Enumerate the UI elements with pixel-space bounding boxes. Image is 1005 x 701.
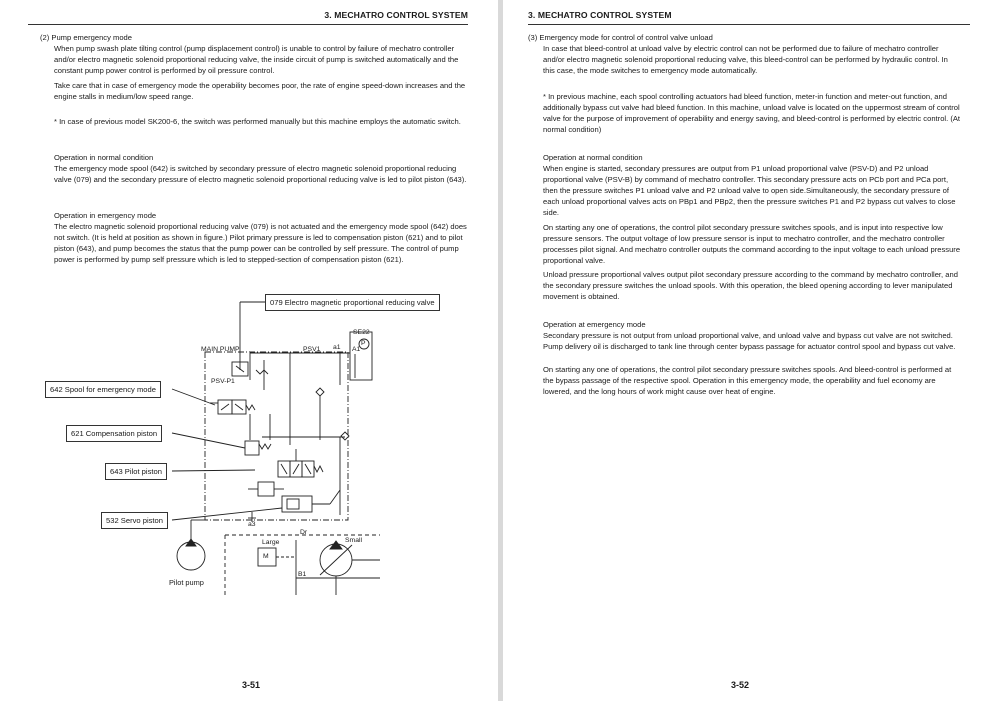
label-main-pump: MAIN PUMP (201, 346, 240, 353)
left-normal-text: The emergency mode spool (642) is switched by secondary pressure of electro magnetic solenoid proportional reducing valve (079) and the secondary pressure of electro magnetic solenoid proportional reducing valve is led to pilot piston (643). (54, 164, 467, 185)
right-page-number: 3-52 (731, 680, 750, 690)
right-normal-heading: Operation at normal condition (543, 153, 643, 162)
label-small: Small (345, 537, 362, 544)
label-motor: M (263, 553, 269, 560)
right-emergency-p1: Secondary pressure is not output from unload proportional valve, and unload valve and bypass cut valve are not switched. Pump delivery oil is discharged to tank line through center bypass passage for actuator control spool and bypass cut valve. (543, 331, 956, 352)
right-normal-p3: Unload pressure proportional valves output pilot secondary pressure according to the command by mechatro controller, and the secondary pressure switches the unload spools. With this operation, the bleed opening according to lever manipulated movement is obtained. (543, 270, 958, 302)
label-psv1: PSV1 (303, 346, 321, 353)
callout-643: 643 Pilot piston (105, 463, 167, 480)
callout-079: 079 Electro magnetic proportional reducing valve (265, 294, 440, 311)
label-a1: a1 (333, 344, 341, 351)
left-page (0, 0, 498, 701)
right-note: * In previous machine, each spool controlling actuators had bleed function, meter-in function and meter-out function, and additionally bypass cut valve had bleed function. In this machine, unload valve is located on the uppermost stream of control valve for the purpose of improvement of operability and energy saving, and bleed-control is performed by electric control. (At normal condition) (543, 92, 961, 135)
left-emergency-heading: Operation in emergency mode (54, 211, 157, 220)
left-emergency-text: The electro magnetic solenoid proportional reducing valve (079) is not actuated and the emergency mode spool (642) does not switch. (It is held at position as shown in figure.) Pilot primary pressure is led to compensation piston (621) and to pilot piston (643), and pump becomes the status that the pump power can be controlled by self pressure. The control of pump power is performed by pump self pressure which is led to stepped-section of compensation piston (621). (54, 222, 467, 265)
left-page-number: 3-51 (242, 680, 261, 690)
right-header: 3. MECHATRO CONTROL SYSTEM (528, 10, 672, 20)
hydraulic-circuit-diagram (0, 0, 498, 701)
label-pilot-pump: Pilot pump (169, 578, 204, 587)
label-large: Large (262, 539, 280, 546)
label-se22: SE22 (353, 329, 370, 336)
callout-532: 532 Servo piston (101, 512, 168, 529)
right-emergency-heading: Operation at emergency mode (543, 320, 646, 329)
label-a3: a3 (248, 521, 256, 528)
right-normal-p2: On starting any one of operations, the control pilot secondary pressure switches spools, and is input into respective low pressure sensors. The output voltage of low pressure sensor is input to mechatro controller, and the mechatro controller processes pilot signal. And mechatro controller outputs the command according to the input voltage to each unload pressure proportional valve. (543, 223, 961, 266)
left-caution: Take care that in case of emergency mode the operability becomes poor, the rate of engine speed-down increases and the engine stalls in medium/low speed range. (54, 81, 466, 102)
left-note: * In case of previous model SK200-6, the switch was performed manually but this machine employs the automatic switch. (54, 117, 461, 126)
label-b1: B1 (298, 571, 307, 578)
left-normal-heading: Operation in normal condition (54, 153, 154, 162)
callout-621: 621 Compensation piston (66, 425, 162, 442)
label-dr: Dr (300, 529, 308, 536)
left-section-title: (2) Pump emergency mode (40, 33, 133, 42)
left-intro: When pump swash plate tilting control (pump displacement control) is unable to control by failure of mechatro controller and/or electro magnetic solenoid proportional reducing valve, the inside circuit of pump is switched automatically and the constant pump power control is performed by oil pressure control. (54, 44, 459, 76)
label-A1: A1 (352, 346, 361, 353)
right-header-rule (528, 24, 970, 25)
right-intro: In case that bleed-control at unload valve by electric control can not be performed due to failure of mechatro controller and/or electro magnetic solenoid proportional reducing valve, this bleed-control can be performed by hydraulic control. In this case, the mode switches to emergency mode automatically. (543, 44, 948, 76)
left-header: 3. MECHATRO CONTROL SYSTEM (324, 10, 468, 20)
right-page (503, 0, 1005, 701)
label-P: P (361, 340, 366, 347)
right-emergency-p2: On starting any one of operations, the control pilot secondary pressure switches spools. And bleed-control is performed at the bypass passage of the respective spool. Operation in this emergency mode, the operability and fuel economy are lowered, and the long hours of work might cause over heat of engine. (543, 365, 952, 397)
callout-642: 642 Spool for emergency mode (45, 381, 161, 398)
right-section-title: (3) Emergency mode for control of control valve unload (528, 33, 713, 42)
label-psvp1: PSV-P1 (211, 378, 235, 385)
right-normal-p1: When engine is started, secondary pressures are output from P1 unload proportional valve (PSV-D) and P2 unload proportional valve (PSV-B) by command of mechatro controller. This secondary pressure acts on PCb port and PCa port, then the pressure switches P1 unload valve and P2 unload valve to open side.Simultaneously, the secondary pressure of each unload proportional valves acts on PBp1 and PBp2, then the pressure switches P1 and P2 bypass cut valves to close side. (543, 164, 956, 218)
